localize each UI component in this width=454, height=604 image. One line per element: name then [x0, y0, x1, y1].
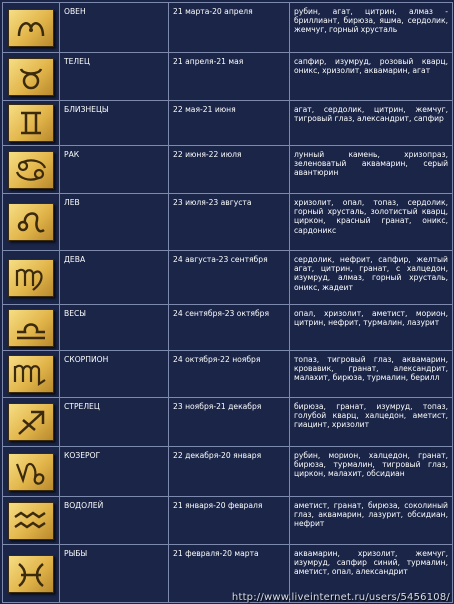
sign-dates: 21 февраля-20 марта — [169, 545, 290, 603]
sign-dates: 24 августа-23 сентября — [169, 251, 290, 305]
sign-icon-cell — [3, 447, 60, 497]
libra-icon — [8, 309, 54, 347]
sign-dates: 22 декабря-20 января — [169, 447, 290, 497]
sign-icon-cell — [3, 497, 60, 545]
sign-dates: 23 июля-23 августа — [169, 194, 290, 251]
watermark-url[interactable]: http://www.liveinternet.ru/users/5456108/ — [231, 592, 450, 603]
sign-stones: топаз, тигровый глаз, аквамарин, кровавик, гранат, александрит, малахит, бирюза, турмалин, берилл — [290, 351, 453, 398]
sign-name: ВЕСЫ — [60, 305, 169, 351]
sagittarius-icon — [8, 403, 54, 441]
leo-icon — [8, 203, 54, 241]
table-row — [3, 146, 453, 194]
sign-name: СТРЕЛЕЦ — [60, 398, 169, 447]
table-row — [3, 3, 453, 53]
sign-stones: аметист, гранат, бирюза, соколиный глаз, аквамарин, лазурит, обсидиан, нефрит — [290, 497, 453, 545]
sign-stones: рубин, морион, халцедон, гранат, бирюза, турмалин, тигровый глаз, циркон, малахит, обсидиан — [290, 447, 453, 497]
table-body — [3, 3, 453, 603]
sign-name: ОВЕН — [60, 3, 169, 53]
table-row — [3, 194, 453, 251]
virgo-icon — [8, 259, 54, 297]
sign-name: РЫБЫ — [60, 545, 169, 603]
table-row — [3, 305, 453, 351]
sign-dates: 24 октября-22 ноября — [169, 351, 290, 398]
sign-dates: 21 марта-20 апреля — [169, 3, 290, 53]
sign-icon-cell — [3, 146, 60, 194]
sign-name: БЛИЗНЕЦЫ — [60, 101, 169, 146]
cancer-icon — [8, 151, 54, 189]
table-row — [3, 398, 453, 447]
sign-stones: хризолит, опал, топаз, сердолик, горный хрусталь, золотистый кварц, циркон, красный гранат, оникс, сардоникс — [290, 194, 453, 251]
sign-icon-cell — [3, 305, 60, 351]
sign-dates: 21 апреля-21 мая — [169, 53, 290, 101]
sign-name: ЛЕВ — [60, 194, 169, 251]
aquarius-icon — [8, 502, 54, 540]
table-row — [3, 101, 453, 146]
sign-stones: рубин, агат, цитрин, алмаз - бриллиант, бирюза, яшма, сердолик, жемчуг, горный хрусталь — [290, 3, 453, 53]
sign-name: ВОДОЛЕЙ — [60, 497, 169, 545]
sign-name: КОЗЕРОГ — [60, 447, 169, 497]
capricorn-icon — [8, 453, 54, 491]
sign-stones: аквамарин, хризолит, жемчуг, изумруд, сапфир синий, турмалин, аметист, опал, александрит — [290, 545, 453, 603]
sign-name: ТЕЛЕЦ — [60, 53, 169, 101]
sign-stones: сапфир, изумруд, розовый кварц, оникс, хризолит, аквамарин, агат — [290, 53, 453, 101]
sign-icon-cell — [3, 53, 60, 101]
sign-name: СКОРПИОН — [60, 351, 169, 398]
gemini-icon — [8, 104, 54, 142]
sign-stones: сердолик, нефрит, сапфир, желтый агат, цитрин, гранат, с халцедон, изумруд, алмаз, горный хрусталь, оникс, жадеит — [290, 251, 453, 305]
table-row — [3, 497, 453, 545]
sign-dates: 23 ноября-21 декабря — [169, 398, 290, 447]
sign-dates: 21 января-20 февраля — [169, 497, 290, 545]
sign-dates: 22 июня-22 июля — [169, 146, 290, 194]
sign-name: РАК — [60, 146, 169, 194]
sign-icon-cell — [3, 545, 60, 603]
table-row — [3, 351, 453, 398]
sign-dates: 24 сентября-23 октября — [169, 305, 290, 351]
sign-icon-cell — [3, 101, 60, 146]
aries-icon — [8, 9, 54, 47]
sign-stones: бирюза, гранат, изумруд, топаз, голубой кварц, халцедон, аметист, гиацинт, хризолит — [290, 398, 453, 447]
sign-icon-cell — [3, 3, 60, 53]
sign-icon-cell — [3, 398, 60, 447]
sign-icon-cell — [3, 351, 60, 398]
table-row — [3, 447, 453, 497]
sign-stones: опал, хризолит, аметист, морион, цитрин, нефрит, турмалин, лазурит — [290, 305, 453, 351]
sign-stones: агат, сердолик, цитрин, жемчуг, тигровый глаз, александрит, сапфир — [290, 101, 453, 146]
sign-dates: 22 мая-21 июня — [169, 101, 290, 146]
sign-icon-cell — [3, 194, 60, 251]
sign-icon-cell — [3, 251, 60, 305]
pisces-icon — [8, 555, 54, 593]
sign-name: ДЕВА — [60, 251, 169, 305]
table-row — [3, 251, 453, 305]
taurus-icon — [8, 58, 54, 96]
sign-stones: лунный камень, хризопраз, зеленоватый аквамарин, серый авантюрин — [290, 146, 453, 194]
zodiac-stones-table — [2, 2, 453, 603]
table-row — [3, 53, 453, 101]
scorpio-icon — [8, 355, 54, 393]
